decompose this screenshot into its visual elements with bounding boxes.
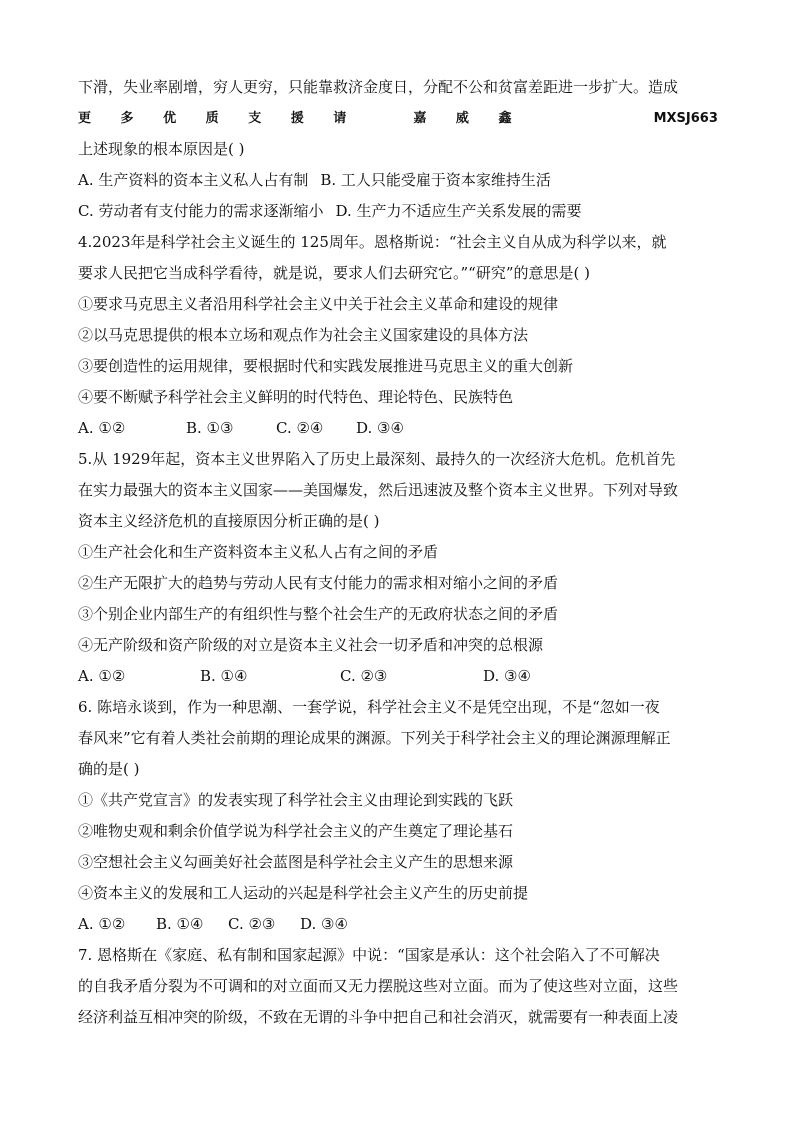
watermark-char: 优 xyxy=(163,111,177,126)
q6-option-c: C. ②③ xyxy=(228,915,276,933)
q4-item: ②以马克思提供的根本立场和观点作为社会主义国家建设的具体方法 xyxy=(78,326,529,344)
q4-option-c: C. ②④ xyxy=(276,419,324,437)
q3-options-row-2 xyxy=(78,196,718,227)
watermark-line xyxy=(78,103,718,134)
q6-stem-line: 春风来”它有着人类社会前期的理论成果的渊源。下列关于科学社会主义的理论渊源理解正 xyxy=(78,729,671,747)
q6-item: ②唯物史观和剩余价值学说为科学社会主义的产生奠定了理论基石 xyxy=(78,822,514,840)
q5-option-d: D. ③④ xyxy=(483,667,531,685)
q5-stem-line: 5.从 1929年起，资本主义世界陷入了历史上最深刻、最持久的一次经济大危机。危机首先 xyxy=(78,450,676,468)
q6-item: ③空想社会主义勾画美好社会蓝图是科学社会主义产生的思想来源 xyxy=(78,853,514,871)
q6-option-d: D. ③④ xyxy=(300,915,348,933)
q5-item: ②生产无限扩大的趋势与劳动人民有支付能力的需求相对缩小之间的矛盾 xyxy=(78,574,559,592)
q5-option-b: B. ①④ xyxy=(200,667,248,685)
q7-stem-line: 经济利益互相冲突的阶级，不致在无谓的斗争中把自己和社会消灭，就需要有一种表面上凌 xyxy=(78,1008,679,1026)
q4-stem-line: 要求人民把它当成科学看待，就是说，要求人们去研究它。”“研究”的意思是( ) xyxy=(78,264,590,282)
watermark-char: 支 xyxy=(248,111,262,126)
q4-item: ③要创造性的运用规律，要根据时代和实践发展推进马克思主义的重大创新 xyxy=(78,357,574,375)
q3-continuation-line: 下滑，失业率剧增，穷人更穷，只能靠救济金度日，分配不公和贫富差距进一步扩大。造成 xyxy=(78,78,679,96)
watermark-char: 请 xyxy=(333,111,347,126)
watermark-char: 多 xyxy=(120,111,134,126)
q3-option-d: D. 生产力不适应生产关系发展的需要 xyxy=(335,202,582,220)
watermark-char: 鑫 xyxy=(498,111,512,126)
watermark-code: MXSJ663 xyxy=(653,111,718,126)
q4-item: ④要不断赋予科学社会主义鲜明的时代特色、理论特色、民族特色 xyxy=(78,388,514,406)
q5-option-c: C. ②③ xyxy=(340,667,388,685)
q7-stem-line: 7. 恩格斯在《家庭、私有制和国家起源》中说：“国家是承认：这个社会陷入了不可解决 xyxy=(78,946,660,964)
q6-stem-line: 确的是( ) xyxy=(78,760,140,778)
q3-option-c: C. 劳动者有支付能力的需求逐渐缩小 xyxy=(78,202,324,220)
exam-page xyxy=(78,72,718,1033)
q5-item: ③个别企业内部生产的有组织性与整个社会生产的无政府状态之间的矛盾 xyxy=(78,605,559,623)
q6-stem-line: 6. 陈培永谈到，作为一种思潮、一套学说，科学社会主义不是凭空出现，不是“忽如一夜 xyxy=(78,698,660,716)
q6-item: ④资本主义的发展和工人运动的兴起是科学社会主义产生的历史前提 xyxy=(78,884,529,902)
q4-stem-line: 4.2023年是科学社会主义诞生的 125周年。恩格斯说：“社会主义自从成为科学以来，就 xyxy=(78,233,667,251)
q5-stem-line: 资本主义经济危机的直接原因分析正确的是( ) xyxy=(78,512,380,530)
q4-option-b: B. ①③ xyxy=(186,419,234,437)
q6-option-a: A. ①② xyxy=(78,915,126,933)
q3-option-b: B. 工人只能受雇于资本家维持生活 xyxy=(320,171,551,189)
q3-option-a: A. 生产资料的资本主义私人占有制 xyxy=(78,171,309,189)
watermark-char: 威 xyxy=(455,111,469,126)
q5-stem-line: 在实力最强大的资本主义国家——美国爆发，然后迅速波及整个资本主义世界。下列对导致 xyxy=(78,481,679,499)
q3-stem-end: 上述现象的根本原因是( ) xyxy=(78,140,245,158)
q3-options-row-1 xyxy=(78,165,718,196)
q4-item: ①要求马克思主义者沿用科学社会主义中关于社会主义革命和建设的规律 xyxy=(78,295,559,313)
q6-option-b: B. ①④ xyxy=(156,915,204,933)
q5-option-a: A. ①② xyxy=(78,667,126,685)
q4-options xyxy=(78,413,718,444)
q5-item: ①生产社会化和生产资料资本主义私人占有之间的矛盾 xyxy=(78,543,439,561)
q4-option-d: D. ③④ xyxy=(356,419,404,437)
watermark-char: 嘉 xyxy=(413,111,427,126)
q7-stem-line: 的自我矛盾分裂为不可调和的对立面而又无力摆脱这些对立面。而为了使这些对立面，这些 xyxy=(78,977,679,995)
q6-options xyxy=(78,909,718,940)
watermark-char: 更 xyxy=(78,111,92,126)
q4-option-a: A. ①② xyxy=(78,419,126,437)
q5-item: ④无产阶级和资产阶级的对立是资本主义社会一切矛盾和冲突的总根源 xyxy=(78,636,544,654)
watermark-char: 质 xyxy=(205,111,219,126)
watermark-char: 援 xyxy=(290,111,304,126)
q5-options xyxy=(78,661,718,692)
q6-item: ①《共产党宣言》的发表实现了科学社会主义由理论到实践的飞跃 xyxy=(78,791,514,809)
